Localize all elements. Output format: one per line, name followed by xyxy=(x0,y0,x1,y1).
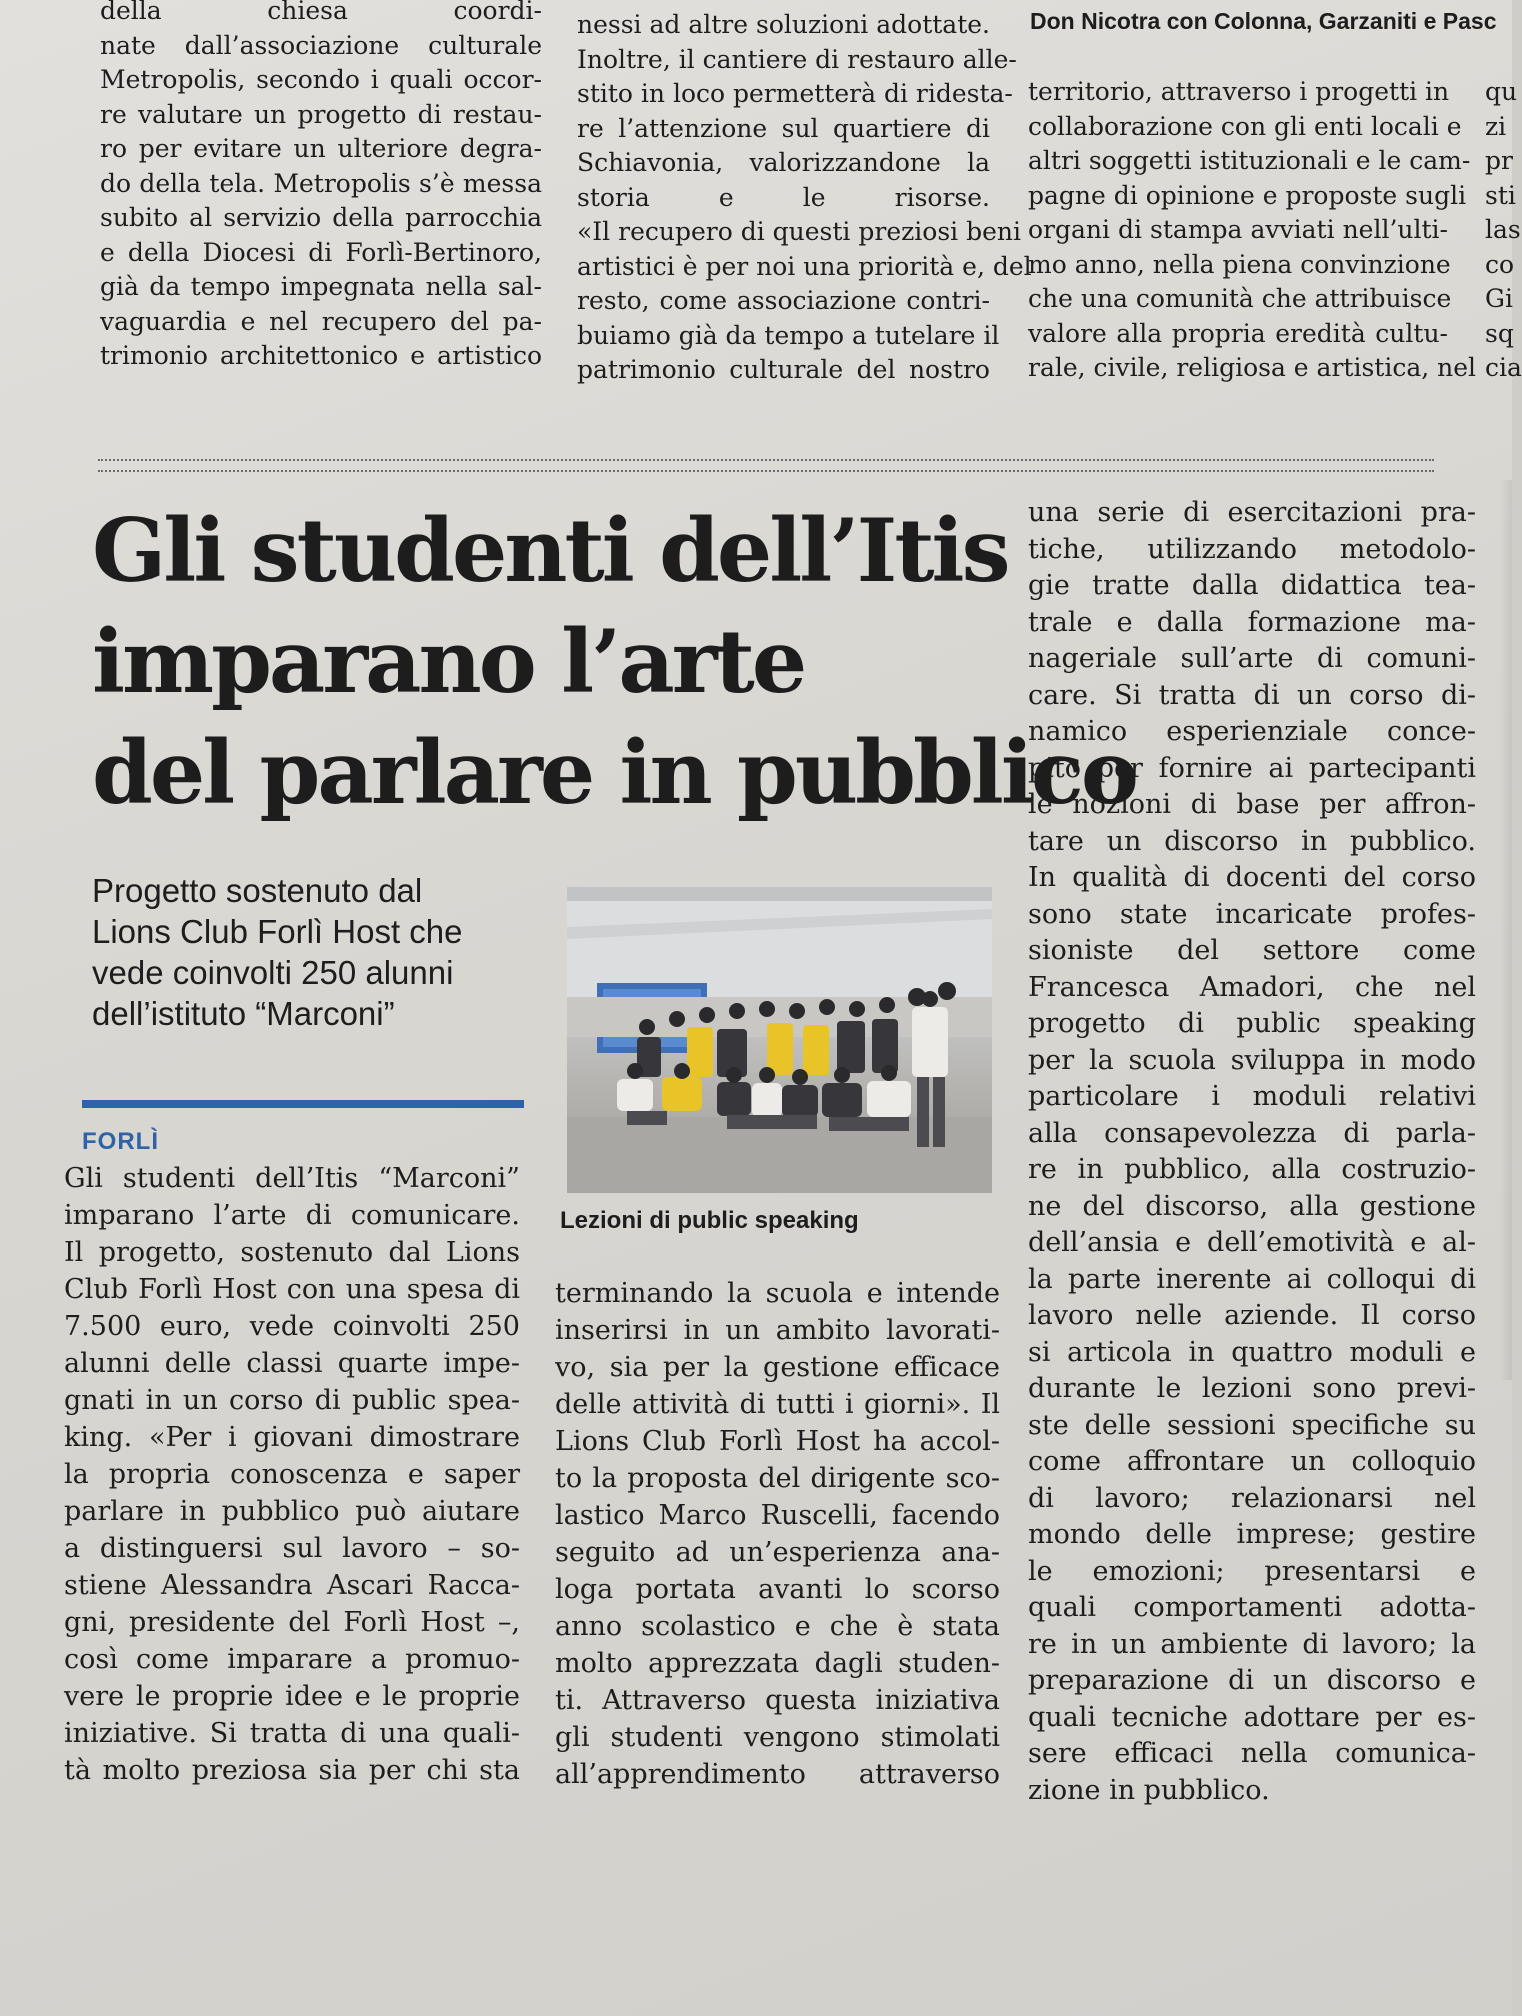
text-line: stiene Alessandra Ascari Racca- xyxy=(64,1570,520,1601)
top-article-column-2 xyxy=(577,8,1032,388)
text-line: sioniste del settore come xyxy=(1028,935,1476,966)
text-line: las xyxy=(1485,215,1521,244)
text-line: inserirsi in un ambito lavorati- xyxy=(555,1315,1000,1346)
text-line: patrimonio culturale del nostro xyxy=(577,355,990,384)
text-line: 7.500 euro, vede coinvolti 250 xyxy=(64,1311,520,1342)
text-line: le emozioni; presentarsi e xyxy=(1028,1555,1476,1587)
text-line: Gli studenti dell’Itis “Marconi” xyxy=(64,1163,520,1194)
text-line: gie tratte dalla didattica tea- xyxy=(1028,570,1476,601)
text-line: ne del discorso, alla gestione xyxy=(1028,1190,1476,1222)
text-line: co xyxy=(1485,249,1515,279)
text-line: si articola in quattro moduli e xyxy=(1028,1336,1476,1368)
text-line: Progetto sostenuto dal xyxy=(92,872,423,909)
text-line: king. «Per i giovani dimostrare xyxy=(64,1422,520,1453)
text-line: Metropolis, secondo i quali occor- xyxy=(100,65,542,94)
text-line: trimonio architettonico e artistico xyxy=(100,341,542,370)
text-line: alla consapevolezza di parla- xyxy=(1028,1117,1476,1149)
text-line: storia e le risorse. xyxy=(577,182,990,212)
text-line: to la proposta del dirigente sco- xyxy=(555,1463,1000,1494)
photo-caption: Lezioni di public speaking xyxy=(560,1207,859,1234)
text-line: anno scolastico e che è stata xyxy=(555,1611,1000,1642)
text-line: le nozioni di base per affron- xyxy=(1028,789,1476,820)
text-line: namico esperienziale conce- xyxy=(1028,716,1476,747)
text-line: la propria conoscenza e saper xyxy=(64,1459,520,1490)
text-line: alunni delle classi quarte impe- xyxy=(64,1348,520,1379)
text-line: tare un discorso in pubblico. xyxy=(1028,825,1476,857)
adjacent-column-fragment xyxy=(1485,75,1522,386)
text-line: gnati in un corso di public spea- xyxy=(64,1385,520,1416)
text-line: per la scuola sviluppa in modo xyxy=(1028,1044,1476,1076)
group-photo xyxy=(567,887,992,1193)
article-body-column-1 xyxy=(64,1160,520,1789)
text-line: valore alla propria eredità cultu- xyxy=(1028,318,1448,348)
text-line: trale e dalla formazione ma- xyxy=(1028,606,1476,638)
text-line: sq xyxy=(1485,318,1514,348)
text-line: e della Diocesi di Forlì-Bertinoro, xyxy=(100,237,542,267)
text-line: durante le lezioni sono previ- xyxy=(1028,1373,1476,1404)
text-line: sti xyxy=(1485,180,1516,210)
article-body-column-3 xyxy=(1028,495,1476,1809)
group-photo-illustration xyxy=(567,887,992,1193)
text-line: già da tempo impegnata nella sal- xyxy=(100,272,542,301)
text-line: rale, civile, religiosa e artistica, nel xyxy=(1028,353,1477,382)
text-line: Gli studenti dell’Itis xyxy=(92,499,1008,602)
text-line: altri soggetti istituzionali e le cam- xyxy=(1028,146,1471,175)
text-line: buiamo già da tempo a tutelare il xyxy=(577,320,1000,350)
text-line: tiche, utilizzando metodolo- xyxy=(1028,533,1476,565)
text-line: quali tecniche adottare per es- xyxy=(1028,1701,1476,1733)
text-line: di lavoro; relazionarsi nel xyxy=(1028,1482,1476,1514)
text-line: Lions Club Forlì Host ha accol- xyxy=(555,1426,1000,1457)
text-line: che una comunità che attribuisce xyxy=(1028,284,1452,313)
text-line: qu xyxy=(1485,77,1518,106)
dateline: FORLÌ xyxy=(82,1128,159,1155)
text-line: imparano l’arte di comunicare. xyxy=(64,1200,520,1231)
text-line: mondo delle imprese; gestire xyxy=(1028,1519,1476,1550)
text-line: vede coinvolti 250 alunni xyxy=(92,954,454,991)
article-body-column-2 xyxy=(555,1275,1000,1793)
text-line: molto apprezzata dagli studen- xyxy=(555,1648,1000,1679)
text-line: Gi xyxy=(1485,284,1513,313)
text-line: particolare i moduli relativi xyxy=(1028,1081,1476,1112)
text-line: pito per fornire ai partecipanti xyxy=(1028,752,1476,784)
text-line: seguito ad un’esperienza ana- xyxy=(555,1537,1000,1568)
article-headline xyxy=(92,495,1136,828)
text-line: preparazione di un discorso e xyxy=(1028,1665,1476,1696)
text-line: vaguardia e nel recupero del pa- xyxy=(100,306,542,336)
top-article-column-3-heading: Don Nicotra con Colonna, Garzaniti e Pasc xyxy=(1030,8,1497,34)
text-line: sono state incaricate profes- xyxy=(1028,898,1476,930)
text-line: Schiavonia, valorizzandone la xyxy=(577,148,990,177)
text-line: Il progetto, sostenuto dal Lions xyxy=(64,1237,520,1268)
text-line: care. Si tratta di un corso di- xyxy=(1028,679,1476,711)
text-line: vo, sia per la gestione efficace xyxy=(555,1352,1000,1383)
text-line: dell’istituto “Marconi” xyxy=(92,995,395,1032)
top-article-column-3 xyxy=(1028,75,1477,386)
text-line: In qualità di docenti del corso xyxy=(1028,862,1476,893)
text-line: così come imparare a promuo- xyxy=(64,1644,520,1675)
text-line: parlare in pubblico può aiutare xyxy=(64,1496,520,1527)
text-line: loga portata avanti lo scorso xyxy=(555,1574,1000,1605)
text-line: all’apprendimento attraverso xyxy=(555,1759,1000,1790)
text-line: organi di stampa avviati nell’ulti- xyxy=(1028,215,1448,244)
text-line: iniziative. Si tratta di una quali- xyxy=(64,1718,520,1749)
text-line: «Il recupero di questi preziosi beni xyxy=(577,217,1022,246)
text-line: pr xyxy=(1485,146,1513,175)
text-line: artistici è per noi una priorità e, del xyxy=(577,251,1032,281)
text-line: imparano l’arte xyxy=(92,610,805,713)
text-line: come affrontare un colloquio xyxy=(1028,1446,1476,1477)
text-line: Inoltre, il cantiere di restauro alle- xyxy=(577,44,1017,74)
text-line: del parlare in pubblico xyxy=(92,721,1136,824)
text-line: lavoro nelle aziende. Il corso xyxy=(1028,1300,1476,1331)
text-line: ti. Attraverso questa iniziativa xyxy=(555,1685,1000,1716)
text-line: collaborazione con gli enti locali e xyxy=(1028,111,1462,141)
text-line: gli studenti vengono stimolati xyxy=(555,1722,1000,1753)
text-line: lastico Marco Ruscelli, facendo xyxy=(555,1500,1000,1531)
text-line: cia xyxy=(1485,353,1522,382)
text-line: pagne di opinione e proposte sugli xyxy=(1028,180,1467,210)
text-line: a distinguersi sul lavoro – so- xyxy=(64,1533,520,1564)
text-line: gni, presidente del Forlì Host –, xyxy=(64,1607,520,1638)
text-line: Club Forlì Host con una spesa di xyxy=(64,1274,520,1305)
text-line: subito al servizio della parrocchia xyxy=(100,203,542,232)
text-line: delle attività di tutti i giorni». Il xyxy=(555,1389,1000,1420)
text-line: zi xyxy=(1485,111,1507,141)
page-edge-shadow xyxy=(1500,480,1512,1380)
text-line: territorio, attraverso i progetti in xyxy=(1028,77,1450,106)
text-line: nate dall’associazione culturale xyxy=(100,30,542,60)
text-line: zione in pubblico. xyxy=(1028,1774,1270,1806)
text-line: la parte inerente ai colloqui di xyxy=(1028,1263,1476,1295)
accent-rule xyxy=(82,1100,524,1108)
text-line: resto, come associazione contri- xyxy=(577,286,990,315)
text-line: Francesca Amadori, che nel xyxy=(1028,971,1476,1003)
text-line: dell’ansia e dell’emotività e al- xyxy=(1028,1227,1476,1258)
text-line: re l’attenzione sul quartiere di xyxy=(577,113,990,143)
text-line: nessi ad altre soluzioni adottate. xyxy=(577,10,990,39)
text-line: nageriale sull’arte di comuni- xyxy=(1028,643,1476,674)
text-line: terminando la scuola e intende xyxy=(555,1278,1000,1309)
text-line: quali comportamenti adotta- xyxy=(1028,1592,1476,1623)
text-line: sere efficaci nella comunica- xyxy=(1028,1738,1476,1769)
text-line: progetto di public speaking xyxy=(1028,1008,1476,1039)
text-line: della chiesa coordi- xyxy=(100,0,542,25)
article-subheadline xyxy=(92,870,512,1034)
text-line: re in pubblico, alla costruzio- xyxy=(1028,1154,1476,1185)
top-article-column-1 xyxy=(100,0,542,374)
text-line: re in un ambiente di lavoro; la xyxy=(1028,1628,1476,1660)
text-line: do della tela. Metropolis s’è messa xyxy=(100,168,542,198)
text-line: una serie di esercitazioni pra- xyxy=(1028,497,1476,528)
text-line: Lions Club Forlì Host che xyxy=(92,913,463,950)
section-separator xyxy=(98,459,1434,472)
text-line: re valutare un progetto di restau- xyxy=(100,99,542,129)
text-line: ste delle sessioni specifiche su xyxy=(1028,1409,1476,1441)
text-line: vere le proprie idee e le proprie xyxy=(64,1681,520,1712)
text-line: mo anno, nella piena convinzione xyxy=(1028,249,1451,279)
text-line: ro per evitare un ulteriore degra- xyxy=(100,134,542,163)
text-line: stito in loco permetterà di ridesta- xyxy=(577,79,1013,108)
text-line: tà molto preziosa sia per chi sta xyxy=(64,1755,520,1786)
